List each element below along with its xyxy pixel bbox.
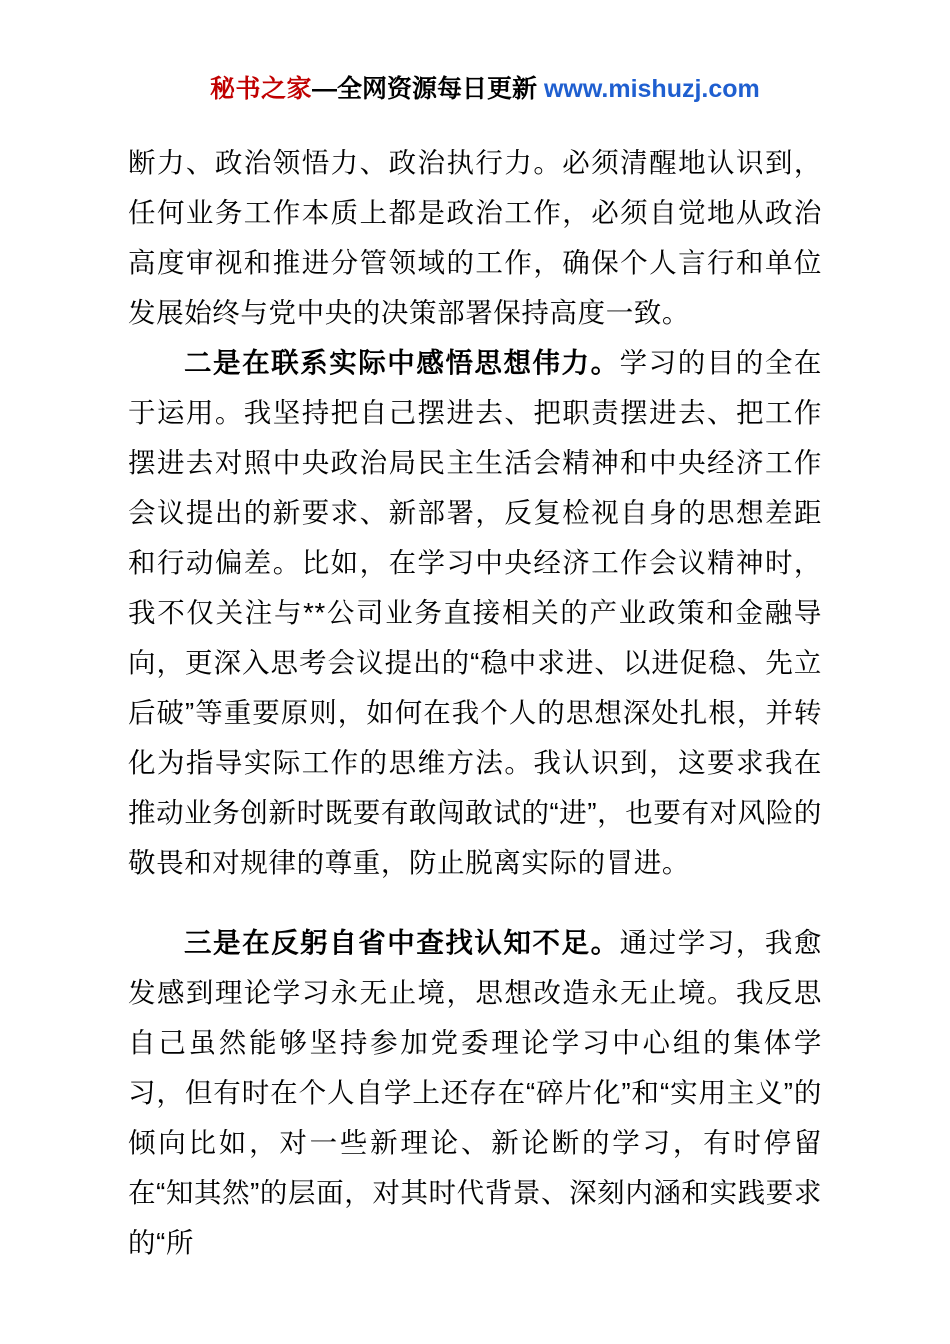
paragraph-2: [128, 338, 822, 888]
paragraph-3: [128, 918, 822, 1268]
paragraph-1: 断力、政治领悟力、政治执行力。必须清醒地认识到，任何业务工作本质上都是政治工作，必须自觉地从政治高度审视和推进分管领域的工作，确保个人言行和单位发展始终与党中央的决策部署保持高度一致。: [128, 147, 822, 328]
document-body: [128, 138, 822, 1268]
site-url-link[interactable]: www.mishuzj.com: [543, 75, 760, 103]
paragraph-3-lead: 三是在反躬自省中查找认知不足。: [184, 927, 620, 958]
site-brand-name: 秘书之家: [210, 75, 313, 103]
paragraph-2-lead: 二是在联系实际中感悟思想伟力。: [184, 347, 620, 378]
paragraph-2-text: 学习的目的全在于运用。我坚持把自己摆进去、把职责摆进去、把工作摆进去对照中央政治局民主生活会精神和中央经济工作会议提出的新要求、新部署，反复检视自身的思想差距和行动偏差。比如，在学习中央经济工作会议精神时，我不仅关注与**公司业务直接相关的产业政策和金融导向，更深入思考会议提出的“稳中求进、以进促稳、先立后破”等重要原则，如何在我个人的思想深处扎根，并转化为指导实际工作的思维方法。我认识到，这要求我在推动业务创新时既要有敢闯敢试的“进”，也要有对风险的敬畏和对规律的尊重，防止脱离实际的冒进。: [128, 347, 822, 878]
site-header-banner: [128, 74, 822, 104]
paragraph-3-text: 通过学习，我愈发感到理论学习永无止境，思想改造永无止境。我反思自己虽然能够坚持参加党委理论学习中心组的集体学习，但有时在个人自学上还存在“碎片化”和“实用主义”的倾向比如，对一些新理论、新论断的学习，有时停留在“知其然”的层面，对其时代背景、深刻内涵和实践要求的“所: [128, 927, 822, 1258]
site-tagline: —全网资源每日更新: [312, 75, 538, 103]
paragraph-spacer: [128, 888, 822, 918]
